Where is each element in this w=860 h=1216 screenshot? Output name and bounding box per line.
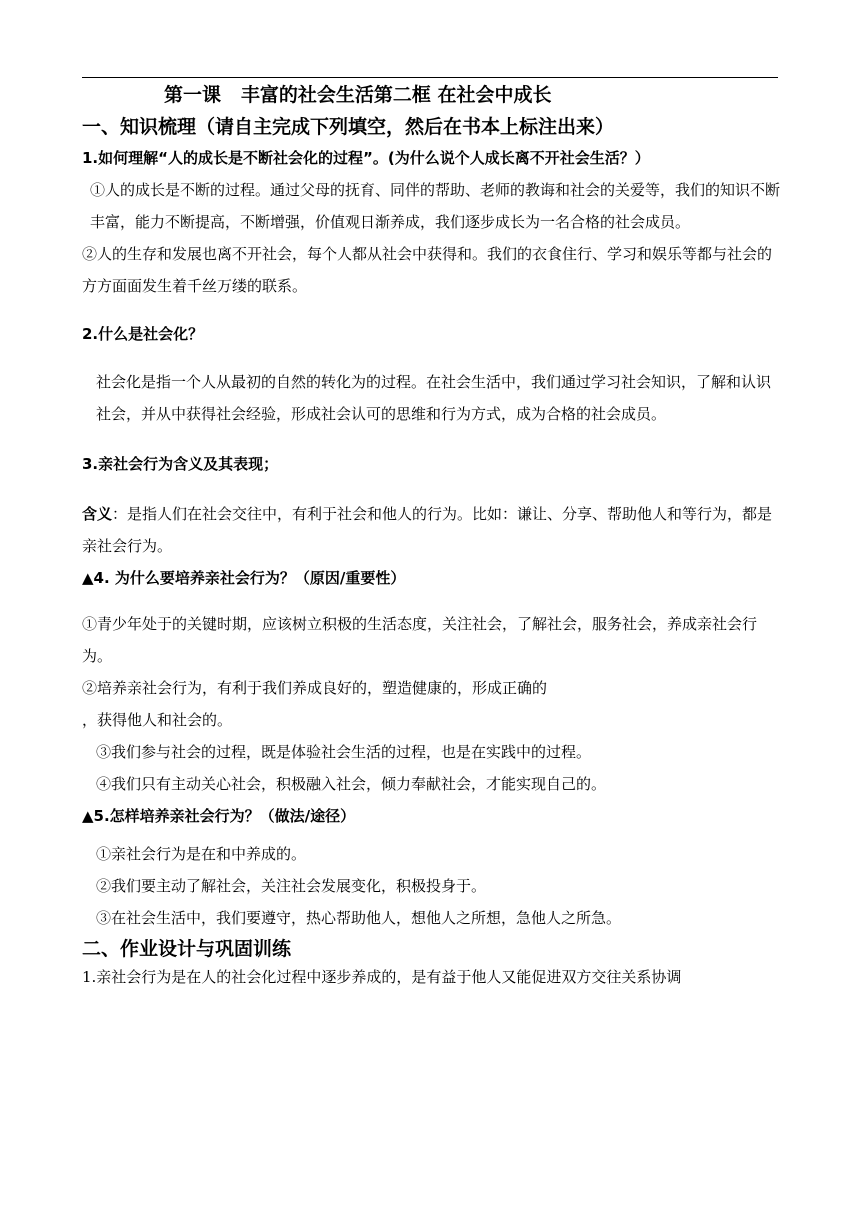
question-5-heading: ▲5.怎样培养亲社会行为？（做法/途径） xyxy=(82,807,356,825)
question-2-paragraph: 社会化是指一个人从最初的自然的转化为的过程。在社会生活中，我们通过学习社会知识，了解和认识社会，并从中获得社会经验，形成社会认可的思维和行为方式，成为合格的社会成员。 xyxy=(96,373,772,423)
exercise-1-text: 1.亲社会行为是在人的社会化过程中逐步养成的，是有益于他人又能促进双方交往关系协调 xyxy=(82,968,682,986)
header-rule xyxy=(82,77,778,78)
question-5-paragraph-1: ①亲社会行为是在和中养成的。 xyxy=(96,845,307,863)
question-4-paragraph-2b: ，获得他人和社会的。 xyxy=(82,711,233,729)
question-4-paragraph-2a: ②培养亲社会行为，有利于我们养成良好的，塑造健康的，形成正确的 xyxy=(82,679,548,697)
question-4-paragraph-4: ④我们只有主动关心社会，积极融入社会，倾力奉献社会，才能实现自己的。 xyxy=(96,775,607,793)
section-heading-knowledge: 一、知识梳理（请自主完成下列填空，然后在书本上标注出来） xyxy=(82,116,615,138)
question-1-heading: 1.如何理解“人的成长是不断社会化的过程”。(为什么说个人成长离不开社会生活？） xyxy=(82,149,650,167)
question-2-heading: 2.什么是社会化？ xyxy=(82,325,204,343)
definition-text: ：是指人们在社会交往中，有利于社会和他人的行为。比如：谦让、分享、帮助他人和等行为，都是亲社会行为。 xyxy=(82,505,773,555)
question-3-paragraph xyxy=(82,498,782,562)
question-5-paragraph-3: ③在社会生活中，我们要遵守，热心帮助他人，想他人之所想，急他人之所急。 xyxy=(96,909,622,927)
document-page xyxy=(82,80,782,990)
definition-label: 含义 xyxy=(82,505,113,523)
question-4-heading: ▲4. 为什么要培养亲社会行为？（原因/重要性） xyxy=(82,569,406,587)
question-5-paragraph-2: ②我们要主动了解社会，关注社会发展变化，积极投身于。 xyxy=(96,877,487,895)
section-heading-homework: 二、作业设计与巩固训练 xyxy=(82,938,292,960)
question-1-paragraph-2: ②人的生存和发展也离不开社会，每个人都从社会中获得和。我们的衣食住行、学习和娱乐等都与社会的方方面面发生着千丝万缕的联系。 xyxy=(82,245,773,295)
question-4-paragraph-3: ③我们参与社会的过程，既是体验社会生活的过程，也是在实践中的过程。 xyxy=(96,743,592,761)
page-title: 第一课 丰富的社会生活第二框 在社会中成长 xyxy=(164,84,552,106)
question-3-heading: 3.亲社会行为含义及其表现； xyxy=(82,455,279,473)
question-4-paragraph-1: ①青少年处于的关键时期，应该树立积极的生活态度，关注社会，了解社会，服务社会，养成亲社会行为。 xyxy=(82,615,758,665)
question-1-paragraph-1: ①人的成长是不断的过程。通过父母的抚育、同伴的帮助、老师的教诲和社会的关爱等，我们的知识不断丰富，能力不断提高，不断增强，价值观日渐养成，我们逐步成长为一名合格的社会成员。 xyxy=(90,181,781,231)
